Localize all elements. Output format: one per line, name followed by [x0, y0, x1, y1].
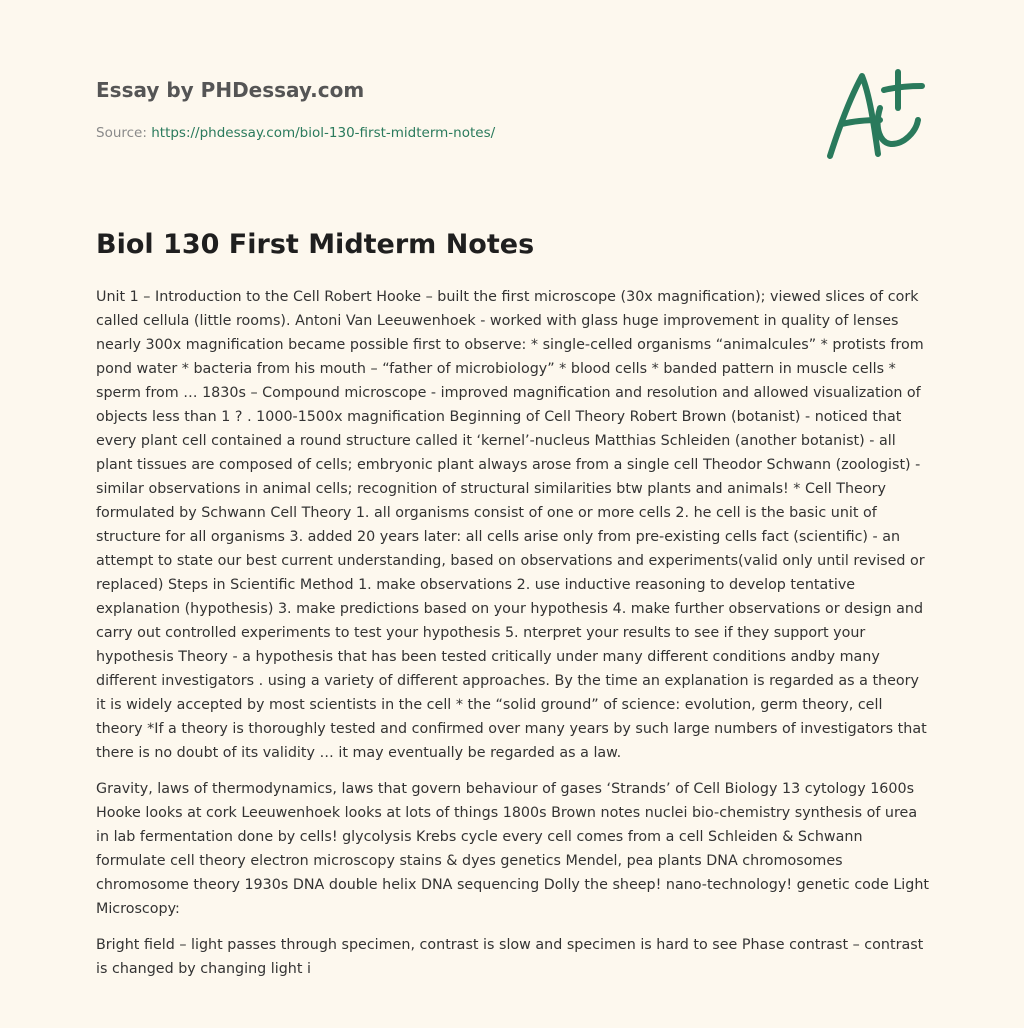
- source-line: [96, 124, 495, 142]
- essay-paragraph: Gravity, laws of thermodynamics, laws that govern behaviour of gases ‘Strands’ of Cell Biology 13 cytology 1600s Hooke looks at cork Leeuwenhoek looks at lots of things 1800s Brown notes nuclei bio-chemistry synthesis of urea in lab fermentation done by cells! glycolysis Krebs cycle every cell comes from a cell Schleiden & Schwann formulate cell theory electron microscopy stains & dyes genetics Mendel, pea plants DNA chromosomes chromosome theory 1930s DNA double helix DNA sequencing Dolly the sheep! nano-technology! genetic code Light Microscopy:: [96, 781, 930, 917]
- source-link[interactable]: https://phdessay.com/biol-130-first-midterm-notes/: [151, 125, 496, 141]
- source-label: Source:: [96, 125, 152, 141]
- a-plus-logo-icon: [818, 66, 928, 164]
- essay-body: [96, 285, 932, 993]
- site-brand: Essay by PHDessay.com: [96, 78, 365, 102]
- essay-title: Biol 130 First Midterm Notes: [96, 229, 535, 260]
- essay-paragraph: Unit 1 – Introduction to the Cell Robert Hooke – built the first microscope (30x magnification); viewed slices of cork called cellula (little rooms). Antoni Van Leeuwenhoek - worked with glass huge improvement in quality of lenses nearly 300x magnification became possible first to observe: * single-celled organisms “animalcules” * protists from pond water * bacteria from his mouth – “father of microbiology” * blood cells * banded pattern in muscle cells * sperm from … 1830s – Compound microscope - improved magnification and resolution and allowed visualization of objects less than 1 ? . 1000-1500x magnification Beginning of Cell Theory Robert Brown (botanist) - noticed that every plant cell contained a round structure called it ‘kernel’-nucleus Matthias Schleiden (another botanist) - all plant tissues are composed of cells; embryonic plant always arose from a single cell Theodor Schwann (zoologist) - similar observations in animal cells; recognition of structural similarities btw plants and animals! * Cell Theory formulated by Schwann Cell Theory 1. all organisms consist of one or more cells 2. he cell is the basic unit of structure for all organisms 3. added 20 years later: all cells arise only from pre-existing cells fact (scientific) - an attempt to state our best current understanding, based on observations and experiments(valid only until revised or replaced) Steps in Scientific Method 1. make observations 2. use inductive reasoning to develop tentative explanation (hypothesis) 3. make predictions based on your hypothesis 4. make further observations or design and carry out controlled experiments to test your hypothesis 5. nterpret your results to see if they support your hypothesis Theory - a hypothesis that has been tested critically under many different conditions andby many different investigators . using a variety of different approaches. By the time an explanation is regarded as a theory it is widely accepted by most scientists in the cell * the “solid ground” of science: evolution, germ theory, cell theory *If a theory is thoroughly tested and confirmed over many years by such large numbers of investigators that there is no doubt of its validity … it may eventually be regarded as a law.: [96, 289, 927, 761]
- essay-paragraph: Bright field – light passes through specimen, contrast is slow and specimen is hard to see Phase contrast – contrast is changed by changing light i: [96, 937, 924, 977]
